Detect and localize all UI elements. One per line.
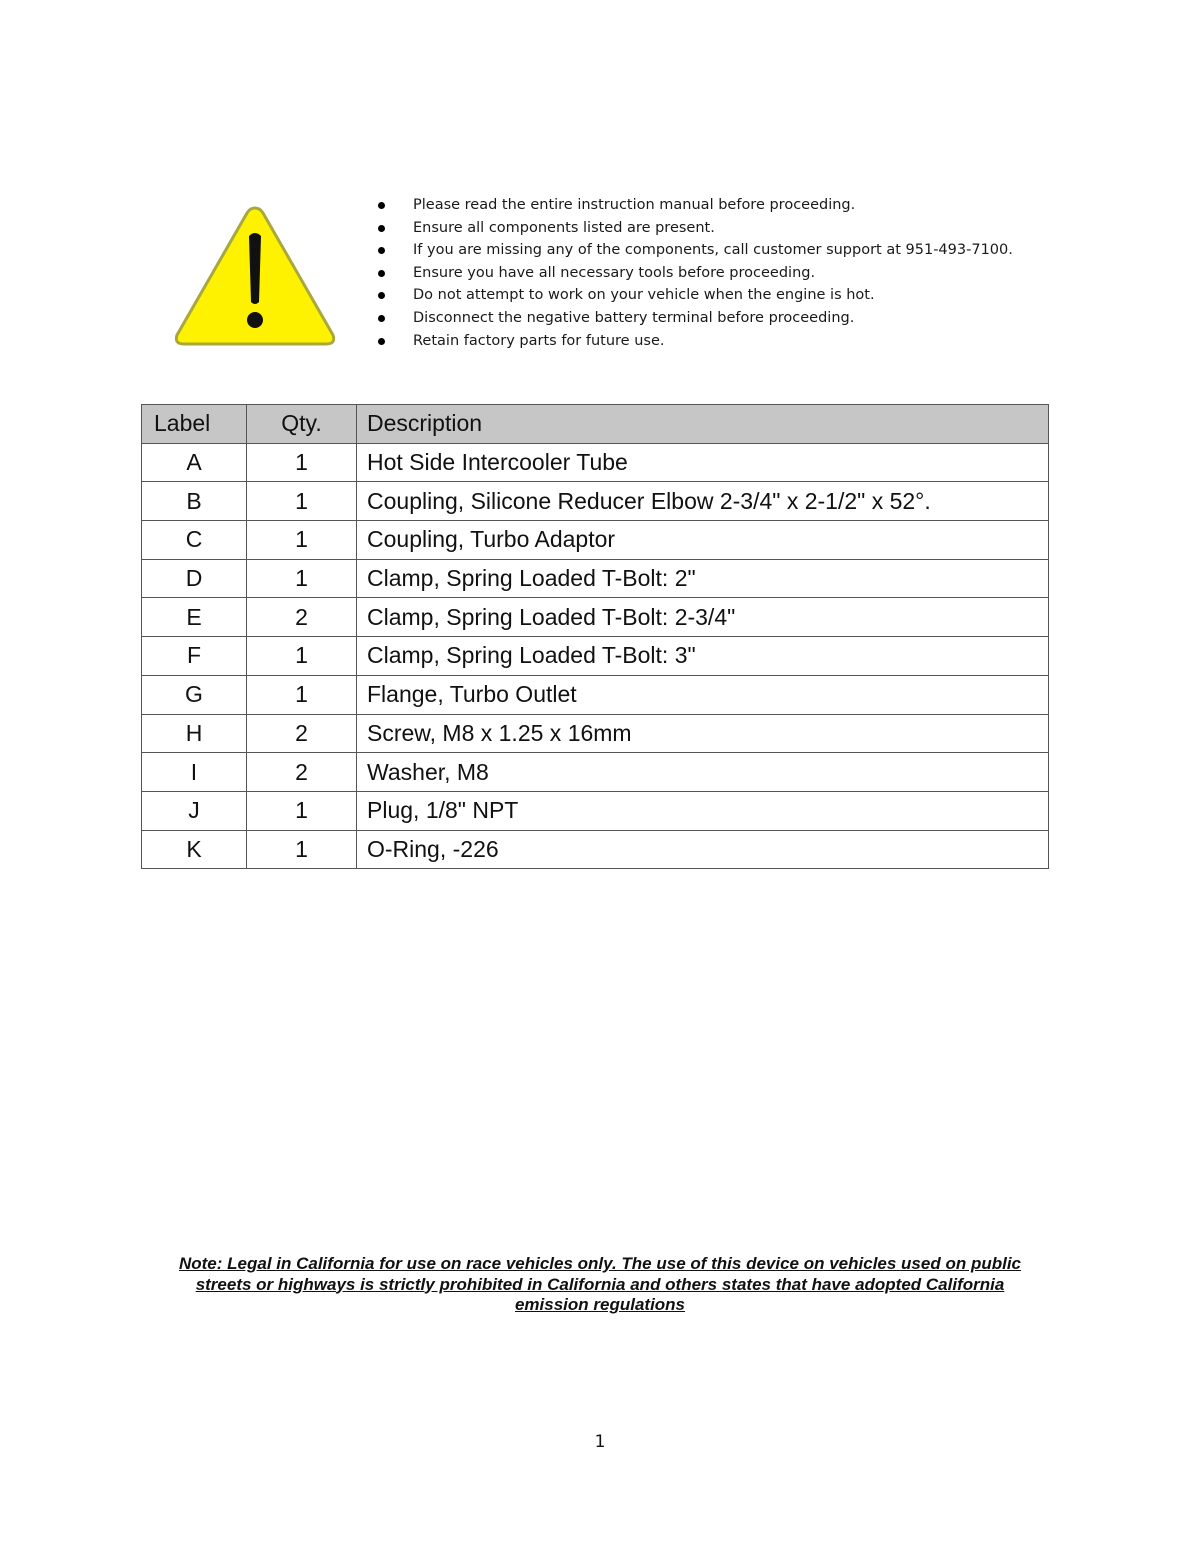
cell-label: G xyxy=(142,675,247,714)
cell-description: Washer, M8 xyxy=(357,753,1049,792)
table-row xyxy=(142,714,1049,753)
cell-qty: 2 xyxy=(247,753,357,792)
cell-description: Coupling, Silicone Reducer Elbow 2-3/4" x 2-1/2" x 52°. xyxy=(357,482,1049,521)
table-row xyxy=(142,559,1049,598)
cell-label: H xyxy=(142,714,247,753)
warning-item: Retain factory parts for future use. xyxy=(372,330,1013,353)
table-row xyxy=(142,521,1049,560)
page-number: 1 xyxy=(594,1432,606,1452)
cell-label: C xyxy=(142,521,247,560)
table-row xyxy=(142,443,1049,482)
warning-item: Ensure all components listed are present. xyxy=(372,217,1013,240)
california-legal-note xyxy=(150,1254,1050,1316)
cell-label: F xyxy=(142,637,247,676)
cell-description: O-Ring, -226 xyxy=(357,830,1049,869)
table-header-row xyxy=(142,405,1049,444)
header-description: Description xyxy=(357,405,1049,444)
cell-qty: 1 xyxy=(247,559,357,598)
note-line: Note: Legal in California for use on race vehicles only. The use of this device on vehicles used on public xyxy=(178,1254,1021,1273)
warning-item: Do not attempt to work on your vehicle when the engine is hot. xyxy=(372,284,1013,307)
table-row xyxy=(142,637,1049,676)
cell-description: Coupling, Turbo Adaptor xyxy=(357,521,1049,560)
cell-qty: 2 xyxy=(247,598,357,637)
cell-description: Clamp, Spring Loaded T-Bolt: 2" xyxy=(357,559,1049,598)
cell-qty: 1 xyxy=(247,637,357,676)
cell-label: D xyxy=(142,559,247,598)
cell-qty: 1 xyxy=(247,521,357,560)
note-line: emission regulations xyxy=(514,1295,686,1314)
parts-table xyxy=(141,404,1049,869)
cell-description: Hot Side Intercooler Tube xyxy=(357,443,1049,482)
table-row xyxy=(142,791,1049,830)
cell-label: K xyxy=(142,830,247,869)
safety-warning-list xyxy=(372,194,1013,352)
cell-description: Screw, M8 x 1.25 x 16mm xyxy=(357,714,1049,753)
cell-qty: 1 xyxy=(247,482,357,521)
table-row xyxy=(142,598,1049,637)
note-line: streets or highways is strictly prohibited in California and others states that have adopted California xyxy=(195,1274,1005,1294)
warning-item: Please read the entire instruction manual before proceeding. xyxy=(372,194,1013,217)
table-row xyxy=(142,675,1049,714)
cell-qty: 1 xyxy=(247,830,357,869)
cell-qty: 1 xyxy=(247,443,357,482)
warning-item: If you are missing any of the components, call customer support at 951-493-7100. xyxy=(372,239,1013,262)
header-label: Label xyxy=(142,405,247,444)
cell-label: J xyxy=(142,791,247,830)
cell-description: Clamp, Spring Loaded T-Bolt: 2-3/4" xyxy=(357,598,1049,637)
warning-item: Disconnect the negative battery terminal before proceeding. xyxy=(372,307,1013,330)
cell-label: I xyxy=(142,753,247,792)
table-row xyxy=(142,482,1049,521)
table-row xyxy=(142,753,1049,792)
cell-description: Flange, Turbo Outlet xyxy=(357,675,1049,714)
cell-description: Clamp, Spring Loaded T-Bolt: 3" xyxy=(357,637,1049,676)
cell-description: Plug, 1/8" NPT xyxy=(357,791,1049,830)
cell-label: B xyxy=(142,482,247,521)
cell-qty: 2 xyxy=(247,714,357,753)
cell-qty: 1 xyxy=(247,791,357,830)
header-qty: Qty. xyxy=(247,405,357,444)
cell-label: A xyxy=(142,443,247,482)
cell-label: E xyxy=(142,598,247,637)
warning-triangle-icon xyxy=(172,203,338,349)
cell-qty: 1 xyxy=(247,675,357,714)
table-row xyxy=(142,830,1049,869)
warning-item: Ensure you have all necessary tools before proceeding. xyxy=(372,262,1013,285)
